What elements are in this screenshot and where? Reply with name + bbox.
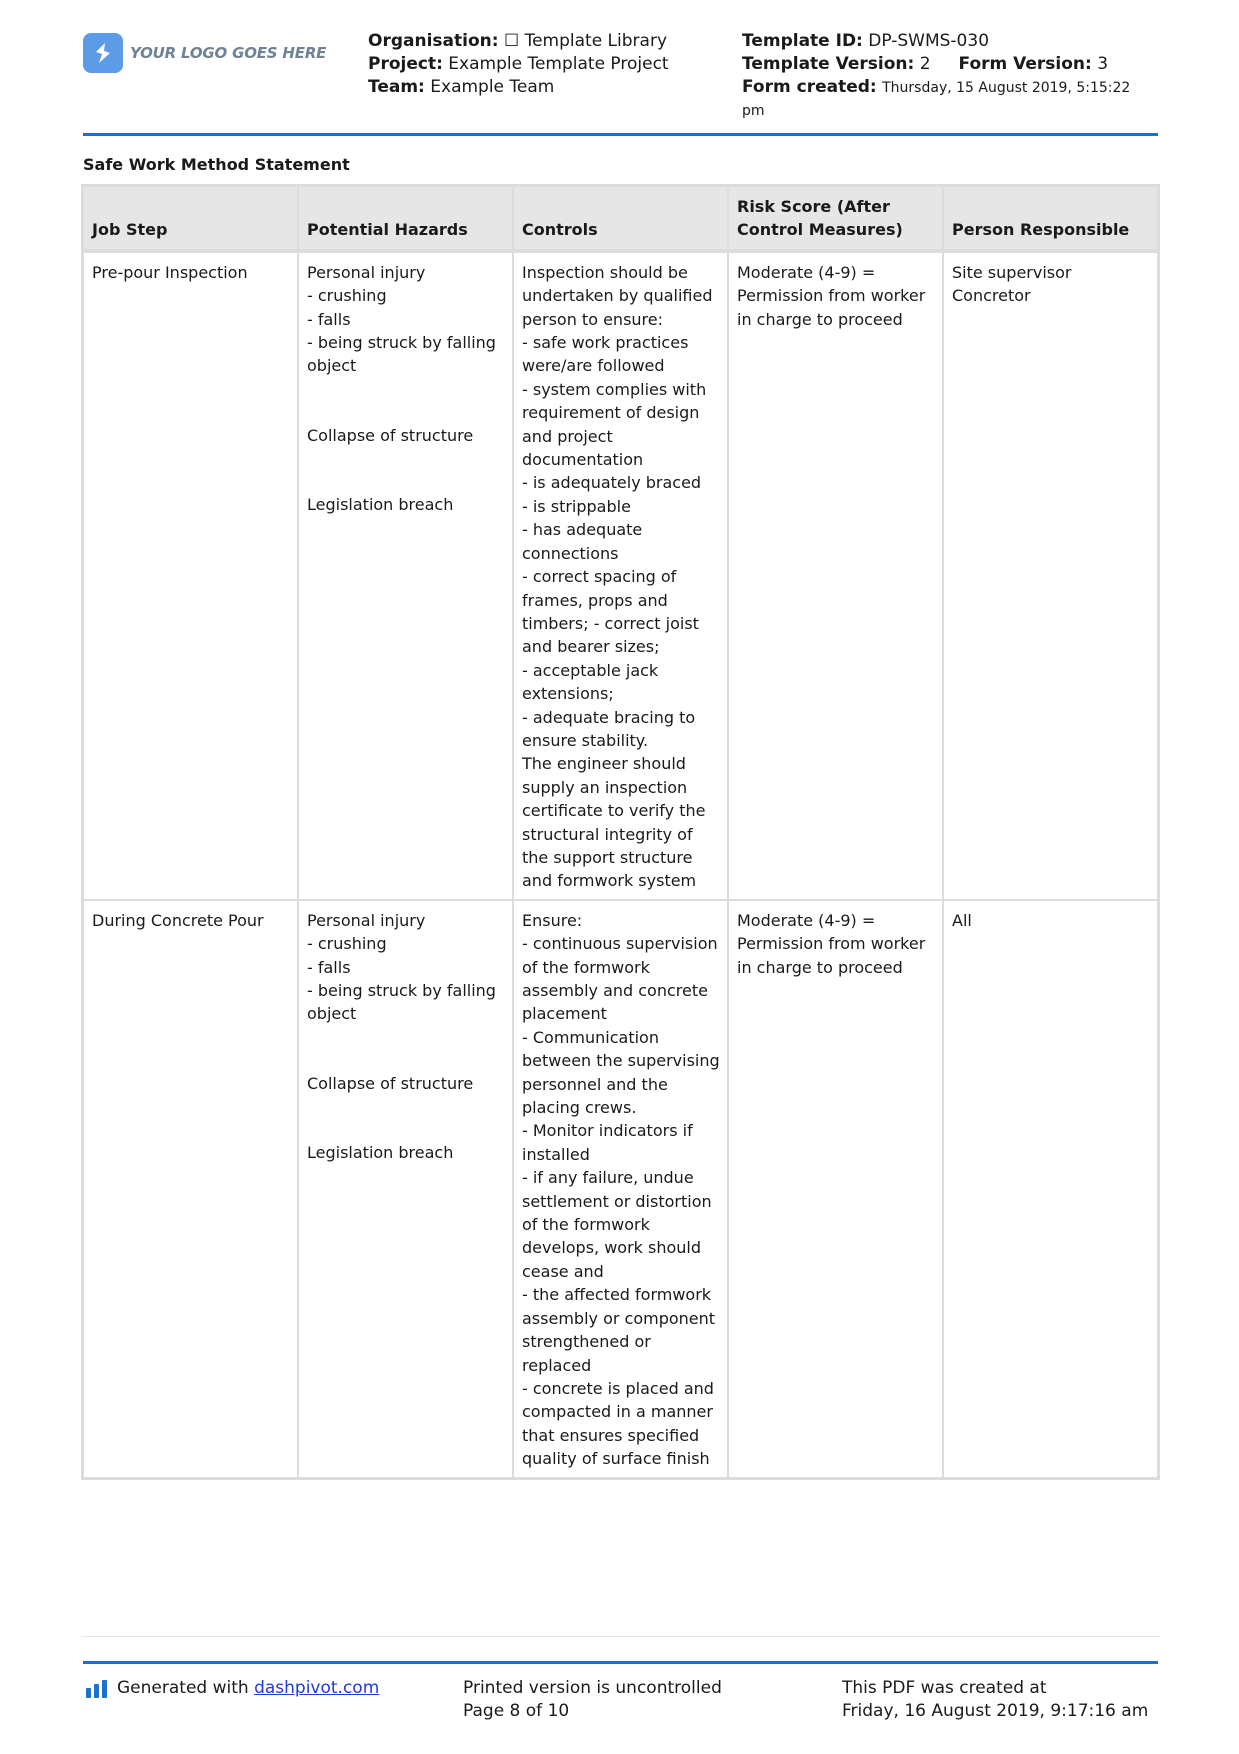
cell-controls bbox=[513, 252, 728, 900]
project-label: Project: bbox=[368, 54, 443, 74]
dashpivot-link[interactable]: dashpivot.com bbox=[254, 1678, 380, 1698]
form-created-label: Form created: bbox=[742, 77, 877, 97]
hazard-line: Personal injury bbox=[307, 910, 426, 930]
cell-controls bbox=[513, 900, 728, 1478]
form-version-label: Form Version: bbox=[958, 54, 1092, 74]
person-line: Site supervisor bbox=[952, 262, 1072, 282]
generated-with bbox=[117, 1677, 379, 1700]
swms-table bbox=[81, 184, 1160, 1480]
control-line: - Monitor indicators if installed bbox=[522, 1121, 693, 1164]
control-line: - if any failure, undue settlement or distortion of the formwork develops, work should cease and bbox=[522, 1168, 712, 1281]
uncontrolled-notice: Printed version is uncontrolled bbox=[463, 1678, 722, 1698]
control-line: - is strippable bbox=[522, 496, 631, 516]
control-line: - is adequately braced bbox=[522, 473, 702, 493]
control-line: Ensure: bbox=[522, 910, 583, 930]
cell-person bbox=[943, 900, 1158, 1478]
cell-risk-score bbox=[728, 252, 943, 900]
col-header-person: Person Responsible bbox=[943, 186, 1158, 252]
footer-divider bbox=[83, 1661, 1158, 1664]
form-created-value-cont: pm bbox=[742, 103, 765, 119]
created-timestamp: Friday, 16 August 2019, 9:17:16 am bbox=[842, 1701, 1149, 1721]
template-id-value: DP-SWMS-030 bbox=[868, 31, 990, 51]
org-meta bbox=[368, 30, 669, 99]
control-line: - system complies with requirement of design and project documentation bbox=[522, 379, 707, 470]
col-header-job-step: Job Step bbox=[83, 186, 298, 252]
table-header-row bbox=[83, 186, 1158, 252]
hazard-line: - being struck by falling object bbox=[307, 333, 496, 376]
risk-line: Permission from worker in charge to proceed bbox=[737, 934, 926, 977]
control-line: - concrete is placed and compacted in a manner that ensures specified quality of surface finish bbox=[522, 1378, 714, 1469]
team-value: Example Team bbox=[430, 77, 555, 97]
hazard-line: - crushing bbox=[307, 286, 387, 306]
cell-job-step: Pre-pour Inspection bbox=[83, 252, 298, 900]
footer-divider-light bbox=[81, 1636, 1160, 1637]
table-row bbox=[83, 252, 1158, 900]
control-line: Inspection should be undertaken by qualified person to ensure: bbox=[522, 262, 713, 329]
form-created-value: Thursday, 15 August 2019, 5:15:22 bbox=[882, 80, 1131, 96]
created-info bbox=[842, 1677, 1148, 1723]
person-line: Concretor bbox=[952, 286, 1031, 306]
hazard-line: - crushing bbox=[307, 934, 387, 954]
hazard-line: Personal injury bbox=[307, 262, 426, 282]
project-value: Example Template Project bbox=[448, 54, 669, 74]
page-number: Page 8 of 10 bbox=[463, 1701, 570, 1721]
generated-prefix: Generated with bbox=[117, 1678, 255, 1698]
cell-hazards bbox=[298, 252, 513, 900]
template-version-value: 2 bbox=[919, 54, 931, 74]
bar-chart-icon bbox=[86, 1680, 108, 1698]
risk-line: Moderate (4-9) = bbox=[737, 910, 876, 930]
team-label: Team: bbox=[368, 77, 425, 97]
hazard-line: - falls bbox=[307, 309, 351, 329]
person-line: All bbox=[952, 910, 972, 930]
control-line: The engineer should supply an inspection certificate to verify the structural integrity of the support structure and formwork system bbox=[522, 754, 706, 891]
control-line: - Communication between the supervising personnel and the placing crews. bbox=[522, 1027, 720, 1118]
logo-text: YOUR LOGO GOES HERE bbox=[130, 44, 327, 62]
hazard-line: - falls bbox=[307, 957, 351, 977]
col-header-risk-score: Risk Score (After Control Measures) bbox=[728, 186, 943, 252]
organisation-value: ☐ Template Library bbox=[503, 31, 667, 51]
template-version-label: Template Version: bbox=[742, 54, 915, 74]
organisation-label: Organisation: bbox=[368, 31, 499, 51]
control-line: - safe work practices were/are followed bbox=[522, 333, 689, 376]
control-line: - continuous supervision of the formwork assembly and concrete placement bbox=[522, 934, 718, 1024]
header-divider bbox=[83, 133, 1158, 136]
control-line: - adequate bracing to ensure stability. bbox=[522, 707, 696, 750]
hazard-line: Collapse of structure bbox=[307, 1073, 474, 1093]
form-version-value: 3 bbox=[1097, 54, 1109, 74]
hazard-line: Collapse of structure bbox=[307, 425, 474, 445]
control-line: - the affected formwork assembly or component strengthened or replaced bbox=[522, 1285, 716, 1375]
template-id-label: Template ID: bbox=[742, 31, 863, 51]
hazard-line: Legislation breach bbox=[307, 495, 454, 515]
control-line: - acceptable jack extensions; bbox=[522, 660, 659, 704]
hazard-line: - being struck by falling object bbox=[307, 981, 496, 1024]
risk-line: Permission from worker in charge to proceed bbox=[737, 286, 926, 329]
created-label: This PDF was created at bbox=[842, 1678, 1047, 1698]
control-line: - correct spacing of frames, props and timbers; - correct joist and bearer sizes; bbox=[522, 567, 699, 657]
cell-risk-score bbox=[728, 900, 943, 1478]
table-row bbox=[83, 900, 1158, 1478]
section-title: Safe Work Method Statement bbox=[83, 155, 350, 174]
logo-icon bbox=[83, 33, 123, 73]
risk-line: Moderate (4-9) = bbox=[737, 262, 876, 282]
hazard-line: Legislation breach bbox=[307, 1143, 454, 1163]
cell-job-step: During Concrete Pour bbox=[83, 900, 298, 1478]
print-info bbox=[463, 1677, 722, 1723]
control-line: - has adequate connections bbox=[522, 520, 643, 563]
col-header-controls: Controls bbox=[513, 186, 728, 252]
col-header-hazards: Potential Hazards bbox=[298, 186, 513, 252]
cell-hazards bbox=[298, 900, 513, 1478]
cell-person bbox=[943, 252, 1158, 900]
template-meta bbox=[742, 30, 1130, 123]
